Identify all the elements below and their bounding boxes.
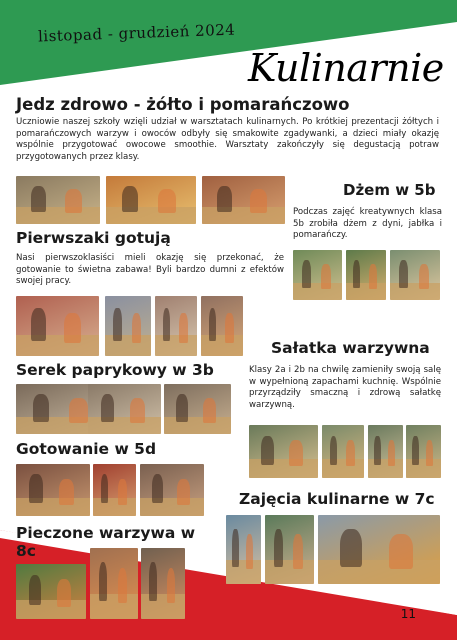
photo-salad-1	[249, 425, 318, 478]
heading-cooking-7c: Zajęcia kulinarne w 7c	[239, 490, 435, 508]
photo-detail	[149, 562, 157, 601]
photo-detail	[261, 436, 273, 465]
photo-detail	[132, 313, 141, 343]
photo-detail	[65, 189, 82, 213]
photo-detail	[293, 534, 303, 569]
heading-eat-healthy: Jedz zdrowo - żółto i pomarańczowo	[16, 95, 350, 114]
photo-5d-2	[93, 464, 136, 516]
photo-detail	[29, 474, 42, 503]
photo-workshop-3	[202, 176, 285, 224]
photo-detail	[105, 335, 151, 356]
photo-detail	[209, 308, 217, 341]
photo-jam-1	[293, 250, 342, 300]
photo-detail	[374, 436, 380, 465]
photo-detail	[330, 436, 338, 465]
photo-detail	[33, 394, 50, 422]
photo-7c-3	[318, 515, 440, 584]
photo-detail	[203, 398, 216, 423]
photo-detail	[368, 459, 403, 478]
photo-detail	[16, 335, 99, 356]
photo-detail	[106, 207, 196, 224]
text-first-graders: Nasi pierwszoklasiści mieli okazję się przekonać, że gotowanie to świetna zabawa! Byli bardzo dumni z efektów swojej pracy.	[16, 253, 284, 287]
photo-detail	[59, 479, 74, 505]
photo-detail	[176, 394, 188, 422]
photo-detail	[93, 498, 136, 516]
photo-detail	[16, 207, 100, 224]
photo-detail	[177, 479, 190, 505]
photo-detail	[226, 560, 261, 584]
photo-detail	[101, 394, 114, 422]
photo-detail	[16, 600, 86, 619]
photo-jam-2	[346, 250, 386, 300]
issue-dates: listopad - grudzień 2024	[37, 20, 236, 46]
photo-jam-3	[390, 250, 440, 300]
photo-salad-4	[406, 425, 441, 478]
photo-detail	[217, 186, 232, 212]
photo-5d-3	[140, 464, 204, 516]
photo-detail	[302, 260, 311, 288]
photo-detail	[101, 474, 109, 503]
photo-detail	[113, 308, 121, 341]
page-title: Kulinarnie	[248, 46, 444, 90]
photo-detail	[140, 498, 204, 516]
photo-detail	[88, 417, 161, 435]
photo-first-1	[16, 296, 99, 356]
photo-detail	[152, 474, 164, 503]
photo-detail	[29, 575, 42, 605]
photo-detail	[419, 264, 429, 289]
photo-5d-1	[16, 464, 90, 516]
photo-detail	[31, 186, 46, 212]
photo-detail	[293, 283, 342, 301]
page-number: 11	[400, 607, 416, 621]
photo-detail	[201, 335, 243, 356]
heading-first-graders: Pierwszaki gotują	[16, 229, 171, 247]
photo-detail	[118, 568, 128, 604]
photo-detail	[318, 560, 440, 584]
photo-detail	[353, 260, 360, 288]
photo-detail	[202, 207, 285, 224]
heading-salad: Sałatka warzywna	[271, 339, 430, 357]
photo-detail	[399, 260, 408, 288]
photo-detail	[346, 283, 386, 301]
photo-detail	[426, 440, 433, 467]
photo-detail	[90, 594, 138, 619]
photo-cheese-3	[164, 384, 231, 434]
photo-detail	[118, 479, 127, 505]
photo-detail	[406, 459, 441, 478]
photo-first-2	[105, 296, 151, 356]
photo-8c-3	[141, 548, 185, 619]
photo-detail	[274, 529, 283, 567]
text-salad: Klasy 2a i 2b na chwilę zamieniły swoją salę w wypełnioną zapachami kuchnię. Wspólnie przyrządziły smaczną i zdrową sałatkę warzywną.	[249, 365, 441, 410]
photo-detail	[232, 529, 238, 567]
photo-detail	[322, 459, 364, 478]
photo-detail	[57, 579, 71, 607]
photo-detail	[246, 534, 253, 569]
photo-detail	[31, 308, 46, 341]
photo-detail	[388, 440, 395, 467]
photo-detail	[179, 313, 187, 343]
photo-7c-1	[226, 515, 261, 584]
photo-detail	[249, 459, 318, 478]
heading-jam: Dżem w 5b	[343, 181, 436, 199]
photo-workshop-1	[16, 176, 100, 224]
photo-detail	[225, 313, 233, 343]
photo-detail	[412, 436, 418, 465]
photo-workshop-2	[106, 176, 196, 224]
photo-detail	[321, 264, 331, 289]
photo-salad-3	[368, 425, 403, 478]
photo-detail	[369, 264, 377, 289]
photo-detail	[340, 529, 362, 567]
heading-cooking-5d: Gotowanie w 5d	[16, 440, 157, 458]
text-eat-healthy: Uczniowie naszej szkoły wzięli udział w warsztatach kulinarnych. Po krótkiej prezentacji żółtych i pomarańczowych warzyw i owoców odbyły się smakowite zgadywanki, a dzieci miały okazję wspólnie przygotować owocowe smoothie. Warsztaty zakończyły się degustacją potraw przygotowanych przez klasy.	[16, 117, 439, 162]
heading-paprika-cheese: Serek paprykowy w 3b	[16, 361, 214, 379]
photo-detail	[64, 313, 81, 343]
photo-detail	[346, 440, 354, 467]
photo-detail	[289, 440, 303, 467]
photo-detail	[99, 562, 108, 601]
photo-detail	[389, 534, 413, 569]
photo-detail	[16, 498, 90, 516]
text-jam: Podczas zajęć kreatywnych klasa 5b zrobiła dżem z dyni, jabłka i pomarańczy.	[293, 207, 442, 241]
photo-detail	[265, 560, 314, 584]
photo-first-4	[201, 296, 243, 356]
photo-detail	[122, 186, 138, 212]
photo-detail	[250, 189, 267, 213]
photo-cheese-2	[88, 384, 161, 434]
photo-7c-2	[265, 515, 314, 584]
heading-roasted-veg: Pieczone warzywa w 8c	[16, 524, 196, 560]
photo-detail	[158, 189, 176, 213]
photo-detail	[155, 335, 197, 356]
photo-first-3	[155, 296, 197, 356]
photo-detail	[163, 308, 171, 341]
photo-detail	[167, 568, 176, 604]
photo-detail	[141, 594, 185, 619]
photo-salad-2	[322, 425, 364, 478]
photo-8c-1	[16, 564, 86, 619]
photo-detail	[164, 417, 231, 435]
photo-detail	[390, 283, 440, 301]
photo-detail	[130, 398, 145, 423]
photo-detail	[69, 398, 87, 423]
photo-8c-2	[90, 548, 138, 619]
